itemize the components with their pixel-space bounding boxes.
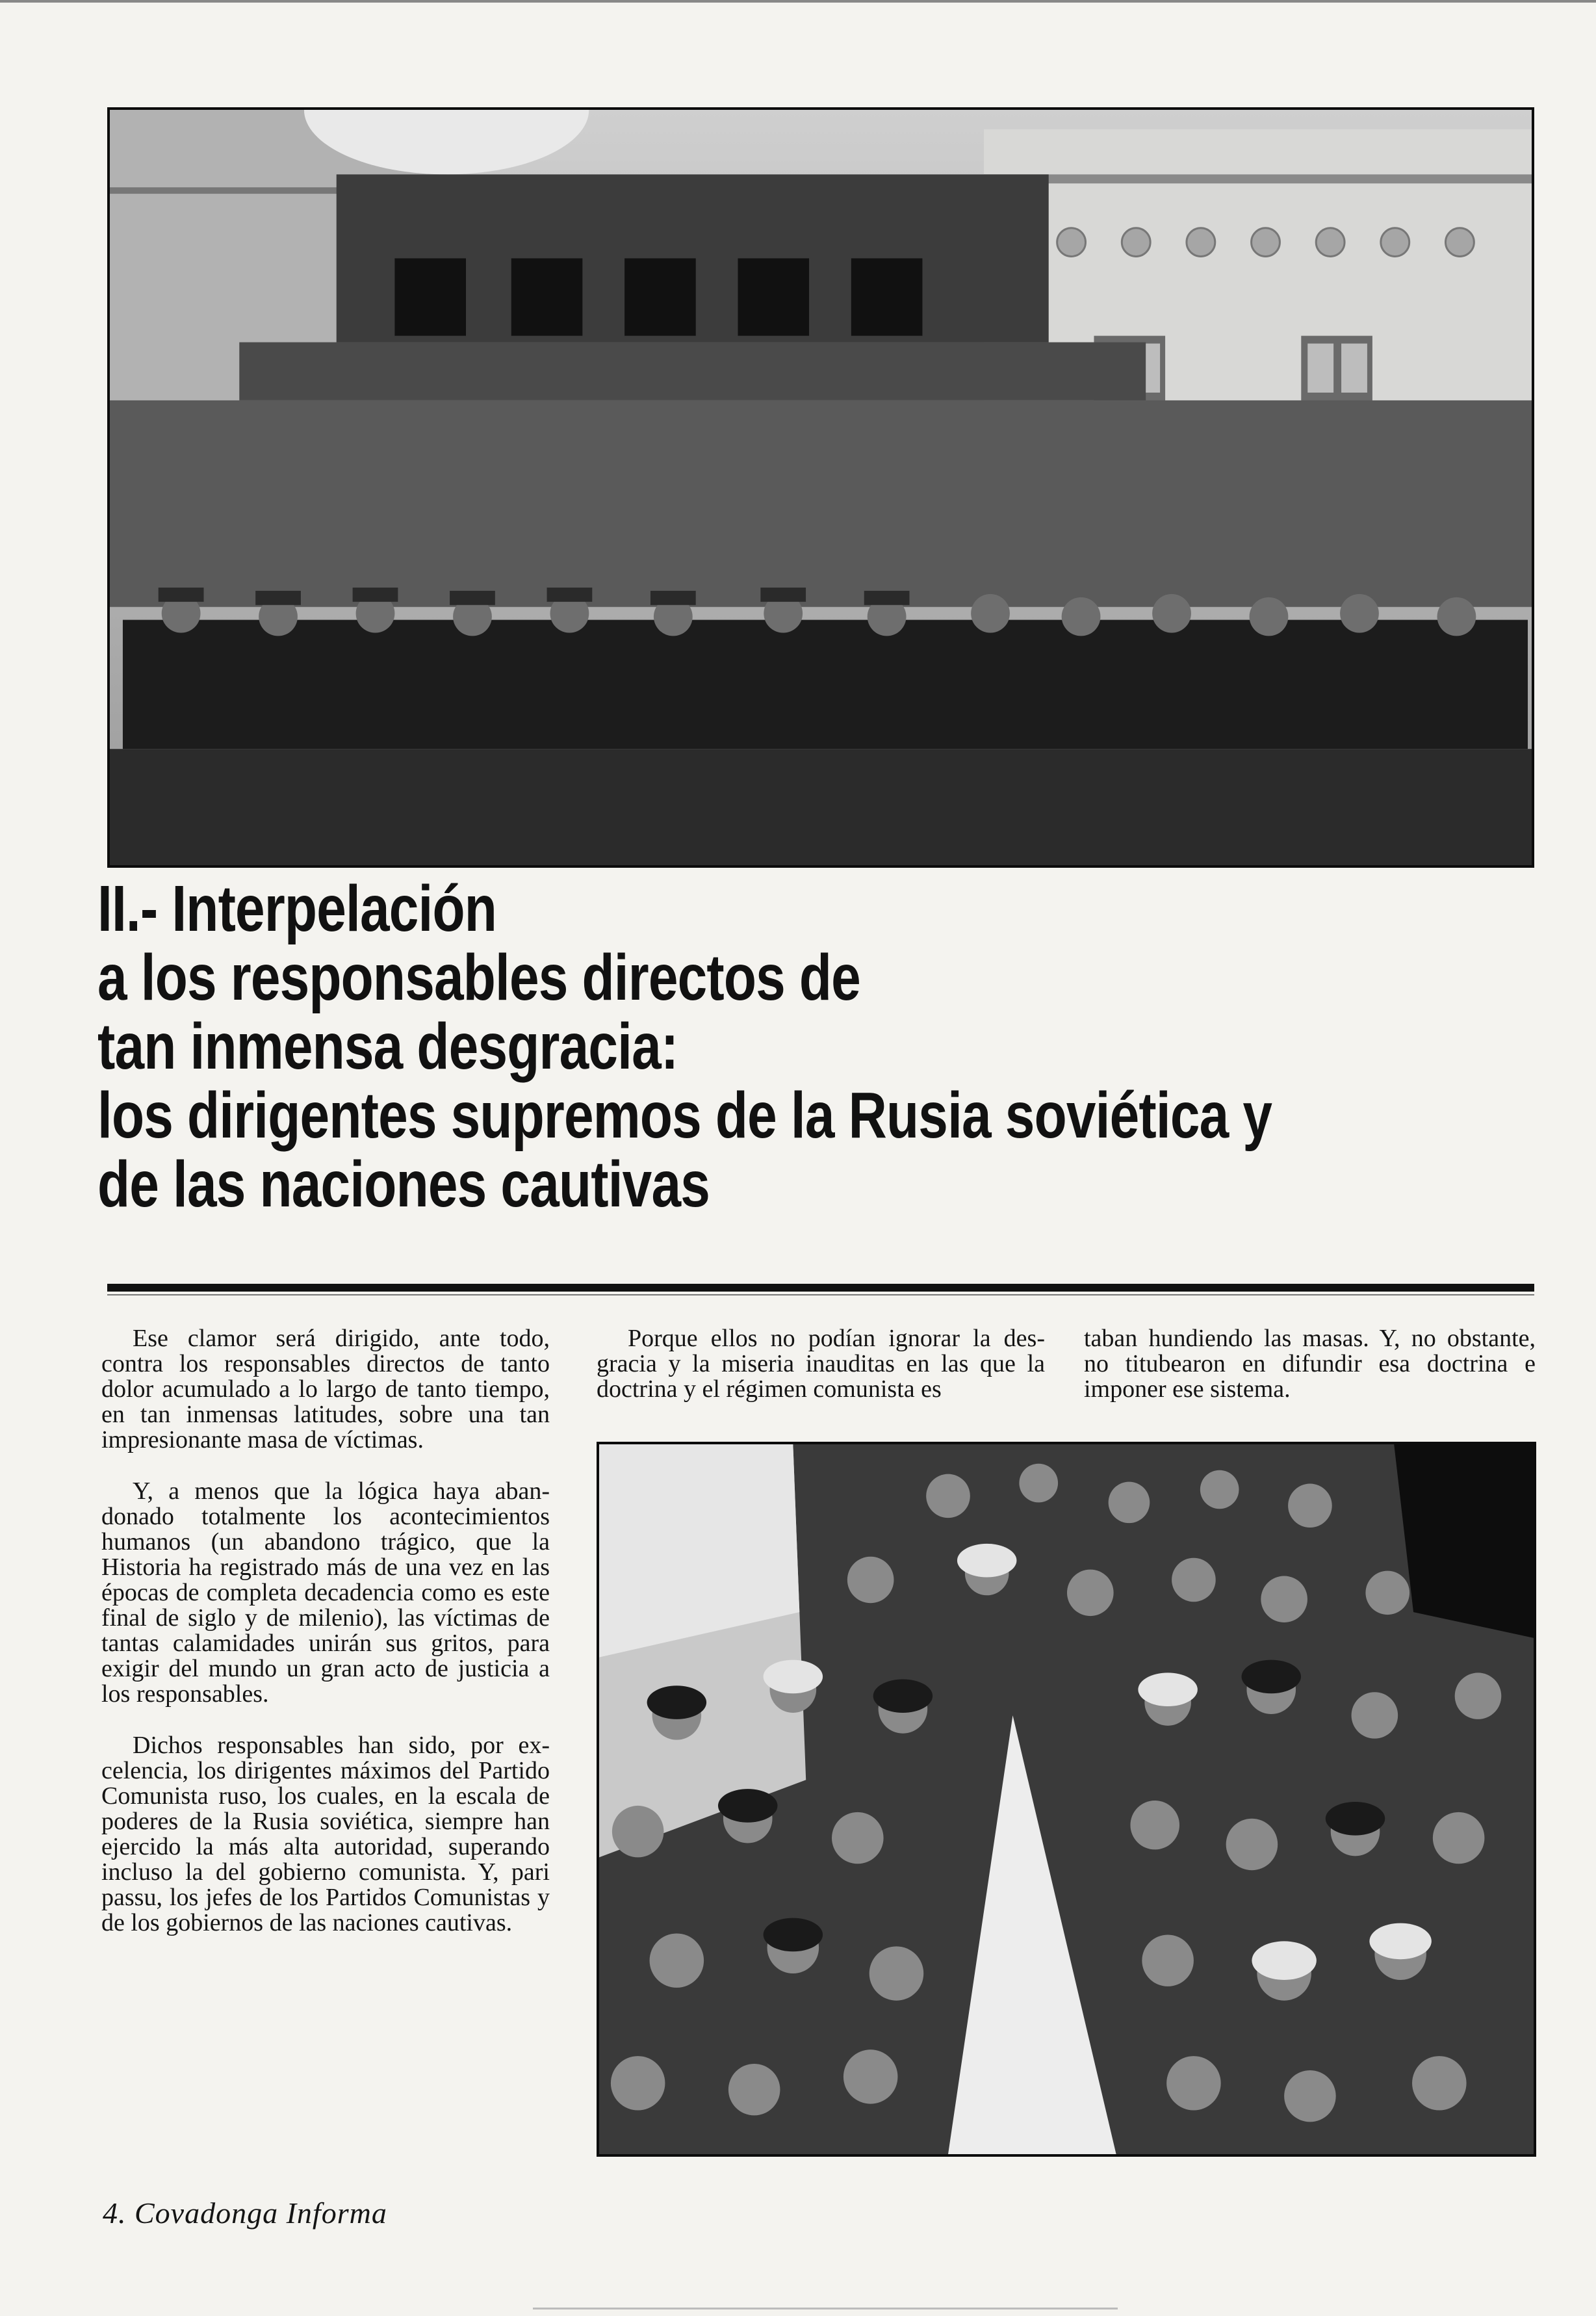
headline-line: tan inmensa desgracia: [97,1010,678,1083]
headline-line: de las naciones cautivas [97,1148,710,1221]
body-paragraph: Ese clamor será dirigido, ante todo, contra los responsables directos de tanto dolor acumulado a lo largo de tanto tiempo, en tan inmensas latitudes, sobre una tan impresionante masa de víctimas. [101,1325,550,1453]
section-divider-thin [107,1294,1534,1295]
body-paragraph: Porque ellos no podían ignorar la desgracia y la miseria inauditas en las que la doctrina y el régimen comunista es [597,1325,1045,1403]
mausoleum-tribune-photo [107,107,1534,868]
body-column-2 [597,1326,1045,1402]
body-paragraph: Y, a menos que la lógica haya abandonado totalmente los acontecimientos humanos (un abandono trágico, que la Historia ha registrado más de una vez en las épocas de completa decadencia como es este final de siglo y de milenio), las víctimas de tantas calamidades unirán sus gritos, para exigir del mundo un gran acto de justicia a los responsables. [101,1477,550,1708]
body-paragraph: Dichos responsables han sido, por excelencia, los dirigentes máximos del Partido Comunista ruso, los cuales, en la escala de poderes de la Rusia soviética, siempre han ejercido la más alta autoridad, superando incluso la del gobierno comunista. Y, pari passu, los jefes de los Partidos Comunistas y de los gobiernos de las naciones cautivas. [101,1732,550,1936]
body-paragraph: taban hundiendo las masas. Y, no obstante, no titubearon en difundir esa doctrina e imponer ese sistema. [1084,1325,1536,1403]
page-footer: 4. Covadonga Informa [103,2196,387,2230]
bottom-edge-rule [533,2308,1118,2309]
top-edge-rule [0,0,1596,3]
headline-line: los dirigentes supremos de la Rusia soviética y [97,1079,1272,1152]
headline-line: II.- Interpelación [97,872,497,945]
body-column-3 [1084,1326,1536,1402]
body-column-1 [101,1326,550,1962]
headline-line: a los responsables directos de [97,941,860,1014]
crowd-protest-photo [597,1442,1536,2157]
article-headline [97,874,1275,1219]
section-divider [107,1284,1534,1292]
